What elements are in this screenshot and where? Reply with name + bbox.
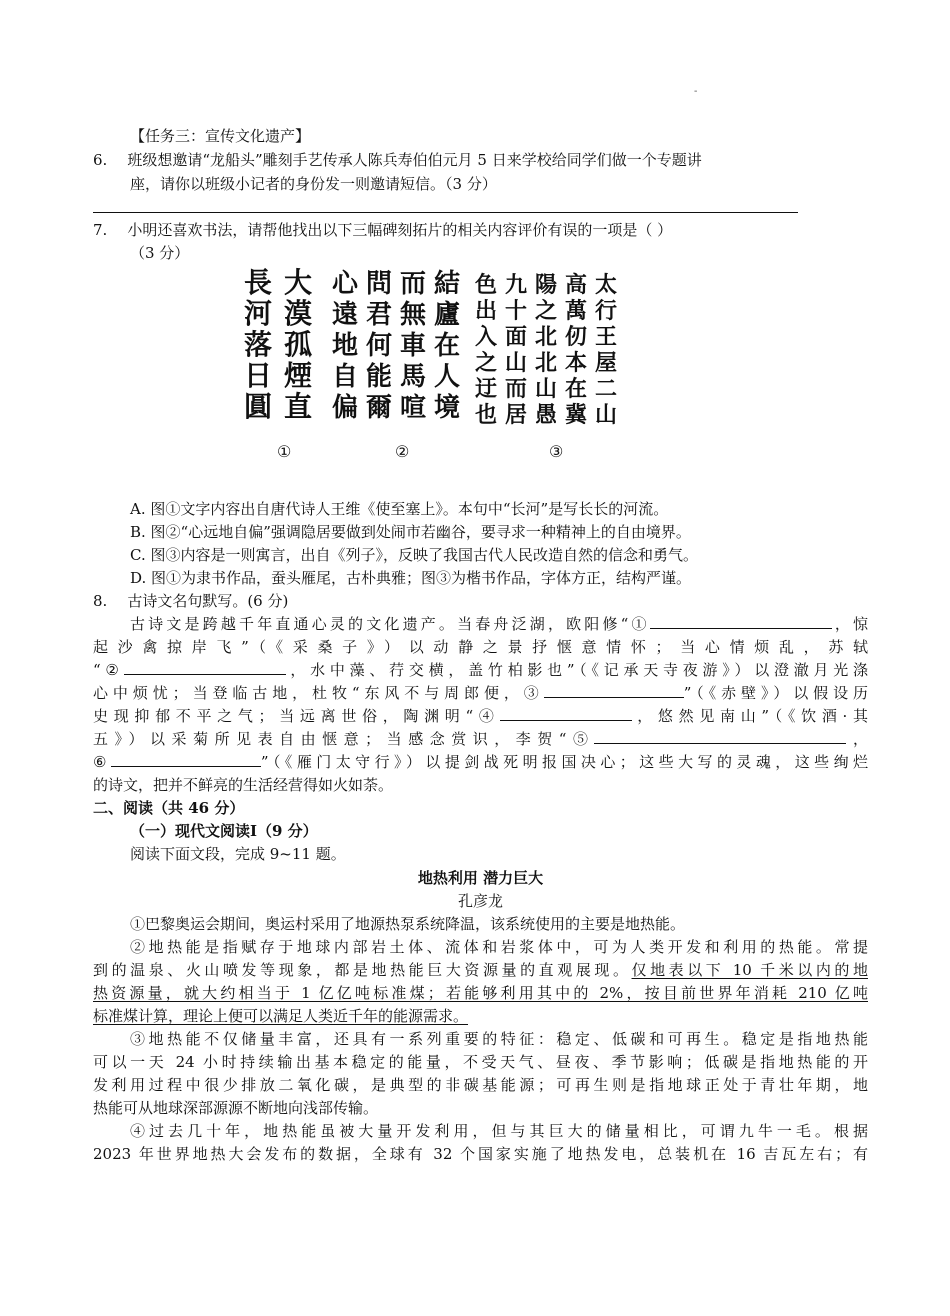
blank-2[interactable] <box>124 659 286 675</box>
calligraphy-char: 九 <box>504 272 528 298</box>
calligraphy-char: 迂 <box>474 376 498 402</box>
p2-text: 到的温泉、火山喷发等现象，都是地热能巨大资源量的直观展现。 <box>93 961 632 979</box>
q8-text: ⑥ <box>93 753 111 771</box>
calligraphy-char: 北 <box>534 324 558 350</box>
calligraphy-char: 河 <box>243 297 273 330</box>
paragraph-2-line2 <box>93 959 868 981</box>
calligraphy-char: 境 <box>433 393 461 423</box>
calligraphy-char: 自 <box>331 362 359 392</box>
calligraphy-char: 山 <box>594 402 618 428</box>
calligraphy-char: 日 <box>243 359 273 392</box>
calligraphy-char: 行 <box>594 298 618 324</box>
section2-subtitle: （一）现代文阅读Ⅰ（9 分） <box>130 822 318 840</box>
calligraphy-char: 王 <box>594 324 618 350</box>
q7-line1 <box>93 219 868 241</box>
caption-1: ① <box>277 442 292 461</box>
calligraphy-char: 北 <box>534 350 558 376</box>
calligraphy-char: 人 <box>433 362 461 392</box>
calligraphy-rubbings-image <box>243 262 628 440</box>
article-title: 地热利用 潜力巨大 <box>417 869 544 887</box>
blank-5[interactable] <box>594 728 846 744</box>
q8-text: 史现抑郁不平之气；当远离世俗，陶渊明“④ <box>93 707 500 725</box>
calligraphy-char: 高 <box>564 272 588 298</box>
p2-underlined: 仅地表以下 10 千米以内的地 <box>631 961 868 979</box>
calligraphy-char: 偏 <box>331 393 359 423</box>
calligraphy-char: 之 <box>534 298 558 324</box>
paragraph-3-line1: ③地热能不仅储量丰富，还具有一系列重要的特征：稳定、低碳和可再生。稳定是指地热能 <box>130 1030 868 1048</box>
paragraph-2-line4: 标准煤计算，理论上便可以满足人类近千年的能源需求。 <box>93 1007 469 1025</box>
q8-text: ”（《雁门太守行》）以提剑战死明报国决心；这些大写的灵魂，这些绚烂 <box>260 753 869 771</box>
calligraphy-char: 太 <box>594 272 618 298</box>
page-mark: - <box>694 86 698 97</box>
q7-number: 7. <box>93 221 108 239</box>
paragraph-3-line3: 发利用过程中很少排放二氧化碳，是典型的非碳基能源；可再生则是指地球正处于青壮年期，地 <box>93 1076 868 1094</box>
q8-title: 古诗文名句默写。(6 分) <box>127 592 289 610</box>
calligraphy-char: 而 <box>399 269 427 299</box>
calligraphy-char: 直 <box>283 390 313 423</box>
calligraphy-char: 萬 <box>564 298 588 324</box>
calligraphy-char: 也 <box>474 402 498 428</box>
task3-heading: 【任务三：宣传文化遗产】 <box>130 127 311 145</box>
paragraph-4-line2: 2023 年世界地热大会发布的数据，全球有 32 个国家实施了地热发电，总装机在 16 吉瓦左右；有 <box>93 1145 868 1163</box>
paragraph-4-line1: ④过去几十年，地热能虽被大量开发利用，但与其巨大的储量相比，可谓九牛一毛。根据 <box>130 1122 868 1140</box>
calligraphy-char: 屋 <box>594 350 618 376</box>
caption-2: ② <box>395 442 410 461</box>
calligraphy-char: 在 <box>564 376 588 402</box>
q8-line6 <box>93 728 868 750</box>
calligraphy-char: 十 <box>504 298 528 324</box>
calligraphy-char: 而 <box>504 376 528 402</box>
calligraphy-char: 煙 <box>283 359 313 392</box>
calligraphy-char: 結 <box>433 269 461 299</box>
calligraphy-char: 落 <box>243 328 273 361</box>
calligraphy-char: 漠 <box>283 297 313 330</box>
q6-text: 班级想邀请“龙船头”雕刻手艺传承人陈兵寿伯伯元月 5 日来学校给同学们做一个专题讲 <box>127 151 702 169</box>
q8-text: ”（《赤壁》）以假设历 <box>683 684 869 702</box>
q7-option-c: C. 图③内容是一则寓言，出自《列子》，反映了我国古代人民改造自然的信念和勇气。 <box>130 546 698 564</box>
calligraphy-char: 孤 <box>283 328 313 361</box>
calligraphy-char: 在 <box>433 331 461 361</box>
calligraphy-char: 無 <box>399 300 427 330</box>
calligraphy-char: 喧 <box>399 393 427 423</box>
q8-line8: 的诗文，把并不鲜亮的生活经营得如火如荼。 <box>93 776 394 794</box>
calligraphy-char: 入 <box>474 324 498 350</box>
paragraph-2-line3: 热资源量，就大约相当于 1 亿亿吨标准煤；若能够利用其中的 2%，按目前世界年消耗 210 亿吨 <box>93 984 868 1002</box>
q8-heading <box>93 590 868 612</box>
q8-text: ， <box>846 730 868 748</box>
paragraph-3-line4: 热能可从地球深部源源不断地向浅部传输。 <box>93 1099 379 1117</box>
calligraphy-char: 心 <box>331 269 359 299</box>
q8-text: 五》）以采菊所见表自由惬意；当感念赏识，李贺“⑤ <box>93 730 595 748</box>
reading-instruction: 阅读下面文段，完成 9~11 题。 <box>130 845 346 863</box>
q7-text: 小明还喜欢书法，请帮他找出以下三幅碑刻拓片的相关内容评价有误的一项是（ ） <box>127 221 673 239</box>
blank-3[interactable] <box>544 682 684 698</box>
calligraphy-char: 能 <box>365 362 393 392</box>
q8-text: ，惊 <box>831 615 868 633</box>
paragraph-1: ①巴黎奥运会期间，奥运村采用了地源热泵系统降温，该系统使用的主要是地热能。 <box>130 915 686 933</box>
calligraphy-char: 車 <box>399 331 427 361</box>
q6-answer-line[interactable] <box>93 212 798 213</box>
q8-number: 8. <box>93 592 108 610</box>
calligraphy-char: 大 <box>283 266 313 299</box>
q7-score: （3 分） <box>130 244 190 262</box>
calligraphy-char: 遠 <box>331 300 359 330</box>
q8-line1 <box>130 613 868 635</box>
paragraph-3-line2: 可以一天 24 小时持续输出基本稳定的能量，不受天气、昼夜、季节影响；低碳是指地热能的开 <box>93 1053 868 1071</box>
calligraphy-char: 之 <box>474 350 498 376</box>
q8-line4 <box>93 682 868 704</box>
q7-option-b: B. 图②“心远地自偏”强调隐居要做到处闹市若幽谷，要寻求一种精神上的自由境界。 <box>130 523 691 541</box>
calligraphy-char: 山 <box>534 376 558 402</box>
paragraph-2-line1: ②地热能是指赋存于地球内部岩土体、流体和岩浆体中，可为人类开发和利用的热能。常提 <box>130 938 868 956</box>
calligraphy-char: 長 <box>243 266 273 299</box>
calligraphy-char: 問 <box>365 269 393 299</box>
q6-line1 <box>93 149 868 171</box>
calligraphy-char: 爾 <box>365 393 393 423</box>
blank-1[interactable] <box>650 613 832 629</box>
blank-6[interactable] <box>111 751 261 767</box>
q8-text: “② <box>93 661 124 679</box>
q8-line5 <box>93 705 868 727</box>
blank-4[interactable] <box>500 705 632 721</box>
calligraphy-char: 冀 <box>564 402 588 428</box>
calligraphy-char: 出 <box>474 298 498 324</box>
calligraphy-char: 何 <box>365 331 393 361</box>
calligraphy-char: 陽 <box>534 272 558 298</box>
q8-line3 <box>93 659 868 681</box>
caption-3: ③ <box>549 442 564 461</box>
calligraphy-char: 圓 <box>243 390 273 423</box>
section2-title: 二、阅读（共 46 分） <box>93 799 245 817</box>
calligraphy-char: 色 <box>474 272 498 298</box>
rubbing-3 <box>475 272 617 428</box>
q6-number: 6. <box>93 151 108 169</box>
q7-option-d: D. 图①为隶书作品，蚕头雁尾，古朴典雅；图③为楷书作品，字体方正，结构严谨。 <box>130 569 692 587</box>
calligraphy-char: 居 <box>504 402 528 428</box>
q8-text: ，水中藻、荇交横，盖竹柏影也”（《记承天寺夜游》）以澄澈月光涤 <box>285 661 869 679</box>
q8-text: 心中烦忧；当登临古地，杜牧“东风不与周郎便，③ <box>93 684 544 702</box>
q8-text: ，悠然见南山”（《饮酒·其 <box>631 707 868 725</box>
q8-line7 <box>93 751 868 773</box>
q8-text: 古诗文是跨越千年直通心灵的文化遗产。当春舟泛湖，欧阳修“① <box>130 615 650 633</box>
calligraphy-char: 仞 <box>564 324 588 350</box>
calligraphy-char: 愚 <box>534 402 558 428</box>
q7-option-a: A. 图①文字内容出自唐代诗人王维《使至塞上》。本句中“长河”是写长长的河流。 <box>130 500 669 518</box>
calligraphy-char: 君 <box>365 300 393 330</box>
article-author: 孔彦龙 <box>457 892 503 910</box>
calligraphy-char: 山 <box>504 350 528 376</box>
calligraphy-char: 面 <box>504 324 528 350</box>
q6-line2: 座，请你以班级小记者的身份发一则邀请短信。（3 分） <box>130 175 497 193</box>
q8-line2: 起沙禽掠岸飞”（《采桑子》）以动静之景抒惬意情怀；当心情烦乱，苏轼 <box>93 638 868 656</box>
calligraphy-char: 廬 <box>433 300 461 330</box>
calligraphy-char: 馬 <box>399 362 427 392</box>
calligraphy-char: 地 <box>331 331 359 361</box>
calligraphy-char: 本 <box>564 350 588 376</box>
calligraphy-char: 二 <box>594 376 618 402</box>
